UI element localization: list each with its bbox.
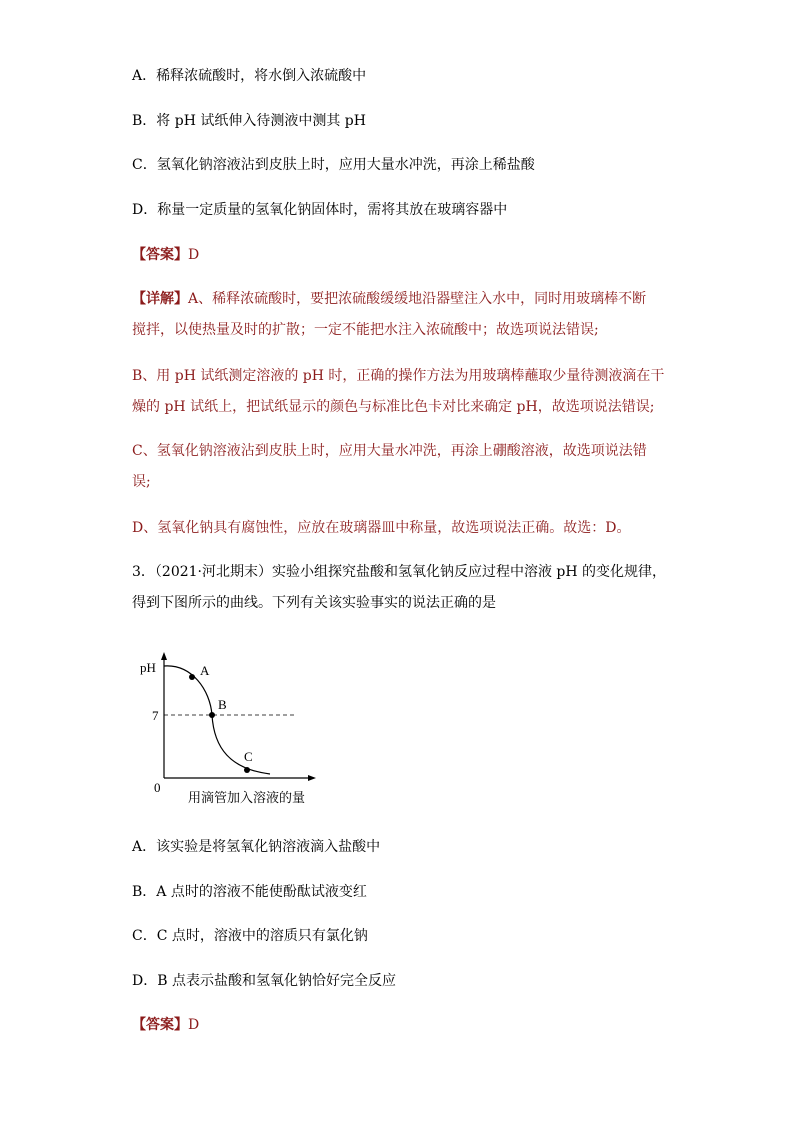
q3-option-d: D．B 点表示盐酸和氢氧化钠恰好完全反应 — [132, 973, 396, 989]
point-b — [209, 712, 215, 718]
detail-tag: 【详解】 — [132, 291, 188, 307]
q2-option-b: B．将 pH 试纸伸入待测液中测其 pH — [132, 113, 366, 129]
x-axis-arrow — [308, 775, 316, 781]
point-c-label: C — [244, 749, 253, 764]
q2-detail-line-2: 搅拌，以使热量及时的扩散；一定不能把水注入浓硫酸中；故选项说法错误; — [132, 322, 599, 338]
q2-detail-line-4: 燥的 pH 试纸上，把试纸显示的颜色与标准比色卡对比来确定 pH，故选项说法错误; — [132, 399, 655, 415]
point-c — [244, 767, 250, 773]
q3-stem-line-2: 得到下图所示的曲线。下列有关该实验事实的说法正确的是 — [132, 595, 496, 611]
q2-option-d: D．称量一定质量的氢氧化钠固体时，需将其放在玻璃容器中 — [132, 202, 508, 218]
q2-option-c: C．氢氧化钠溶液沾到皮肤上时，应用大量水冲洗，再涂上稀盐酸 — [132, 157, 535, 173]
point-b-label: B — [218, 697, 227, 712]
ph-curve — [164, 666, 270, 774]
q2-detail-line-1 — [132, 289, 646, 309]
q3-answer — [132, 1015, 199, 1035]
origin-label: 0 — [154, 780, 161, 795]
q3-option-a: A．该实验是将氢氧化钠溶液滴入盐酸中 — [132, 839, 381, 855]
q2-detail-line-3: B、用 pH 试纸测定溶液的 pH 时，正确的操作方法为用玻璃棒蘸取少量待测液滴在干 — [132, 368, 665, 384]
q3-option-c: C．C 点时，溶液中的溶质只有氯化钠 — [132, 928, 368, 944]
y-axis-label: pH — [140, 660, 156, 675]
x-axis-label: 用滴管加入溶液的量 — [188, 790, 306, 805]
answer-value: D — [188, 247, 200, 263]
q2-detail-line-6: 误; — [132, 474, 151, 490]
answer-value: D — [188, 1017, 200, 1033]
q3-option-b: B．A 点时的溶液不能使酚酞试液变红 — [132, 884, 367, 900]
answer-tag: 【答案】 — [132, 247, 188, 263]
point-a-label: A — [200, 663, 210, 678]
answer-tag: 【答案】 — [132, 1017, 188, 1033]
y-axis-arrow — [161, 652, 167, 660]
ph-curve-graph — [130, 650, 340, 810]
q2-detail-line-5: C、氢氧化钠溶液沾到皮肤上时，应用大量水冲洗，再涂上硼酸溶液，故选项说法错 — [132, 443, 647, 459]
y-tick-7: 7 — [152, 708, 159, 723]
point-a — [189, 674, 195, 680]
q2-option-a: A．稀释浓硫酸时，将水倒入浓硫酸中 — [132, 68, 367, 84]
q3-stem-line-1: 3．（2021·河北期末）实验小组探究盐酸和氢氧化钠反应过程中溶液 pH 的变化规律， — [132, 564, 667, 580]
detail-text: A、稀释浓硫酸时，要把浓硫酸缓缓地沿器壁注入水中，同时用玻璃棒不断 — [188, 291, 647, 307]
q2-detail-line-7: D、氢氧化钠具有腐蚀性，应放在玻璃器皿中称量，故选项说法正确。故选：D。 — [132, 520, 631, 536]
q2-answer — [132, 245, 199, 265]
